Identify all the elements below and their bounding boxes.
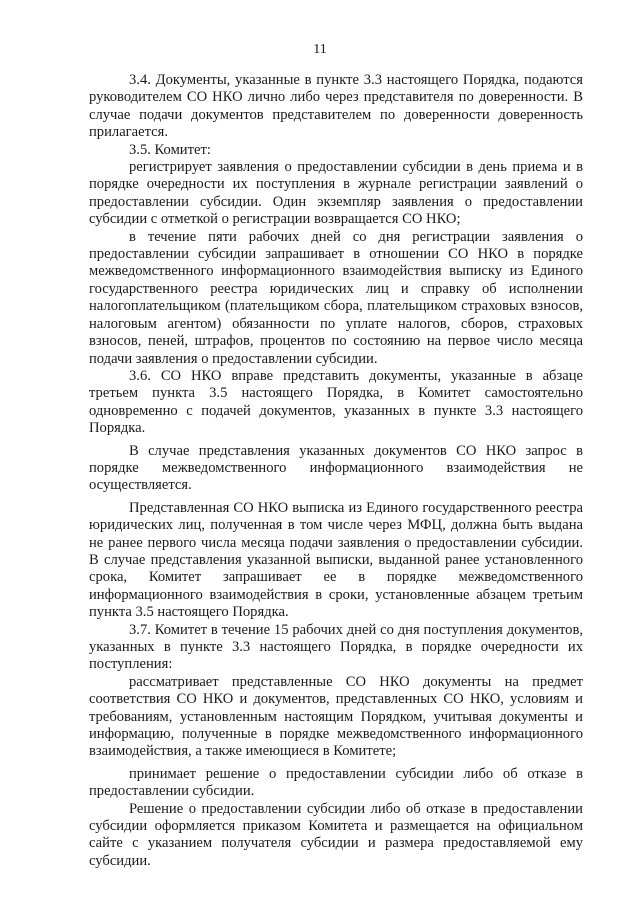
paragraph-3-7: 3.7. Комитет в течение 15 рабочих дней со дня поступления документов, указанных в пункте 3.3 настоящего Порядка, в порядке очередности их поступления: [89, 621, 583, 673]
paragraph-3-5-heading: 3.5. Комитет: [129, 141, 211, 158]
page-number: 11 [313, 42, 327, 57]
paragraph-3-6-no-request: В случае представления указанных документов СО НКО запрос в порядке межведомственного информационного взаимодействия не осуществляется. [89, 442, 583, 494]
paragraph-3-7-review: рассматривает представленные СО НКО документы на предмет соответствия СО НКО и документов, представленных СО НКО, условиям и требованиям, установленным настоящим Порядком, учитывая документы и информацию, полученные в порядке межведомственного информационного взаимодействия, а также имеющиеся в Комитете; [89, 673, 583, 760]
paragraph-3-7-decision: принимает решение о предоставлении субсидии либо об отказе в предоставлении субсидии. [89, 765, 583, 800]
document-body [89, 72, 583, 870]
paragraph-3-6-extract: Представленная СО НКО выписка из Единого государственного реестра юридических лиц, полученная в том числе через МФЦ, должна быть выдана не ранее первого числа месяца подачи заявления о предоставлении субсидии. В случае представления указанной выписки, выданной ранее установленного срока, Комитет запрашивает ее в порядке межведомственного информационного взаимодействия в сроки, установленные абзацем третьим пункта 3.5 настоящего Порядка. [89, 499, 583, 621]
paragraph-3-6: 3.6. СО НКО вправе представить документы, указанные в абзаце третьем пункта 3.5 настоящего Порядка, в Комитет самостоятельно одновременно с подачей документов, указанных в пункте 3.3 настоящего Порядка. [89, 367, 583, 437]
paragraph-3-7-order: Решение о предоставлении субсидии либо об отказе в предоставлении субсидии оформляется приказом Комитета и размещается на официальном сайте с указанием получателя субсидии и размера предоставляемой ему субсидии. [89, 800, 583, 869]
paragraph-3-5-registration: регистрирует заявления о предоставлении субсидии в день приема и в порядке очередности их поступления в журнале регистрации заявлений о предоставлении субсидии. Один экземпляр заявления о предоставлении субсидии с отметкой о регистрации возвращается СО НКО; [89, 159, 583, 228]
paragraph-3-4: 3.4. Документы, указанные в пункте 3.3 настоящего Порядка, подаются руководителем СО НКО лично либо через представителя по доверенности. В случае подачи документов представителем по доверенности доверенность прилагается. [89, 72, 583, 141]
paragraph-3-5-request: в течение пяти рабочих дней со дня регистрации заявления о предоставлении субсидии запрашивает в отношении СО НКО в порядке межведомственного информационного взаимодействия выписку из Единого государственного реестра юридических лиц и справку об исполнении налогоплательщиком (плательщиком сбора, плательщиком страховых взносов, налоговым агентом) обязанности по уплате налогов, сборов, страховых взносов, пеней, штрафов, процентов по состоянию на первое число месяца подачи заявления о предоставлении субсидии. [89, 228, 583, 367]
